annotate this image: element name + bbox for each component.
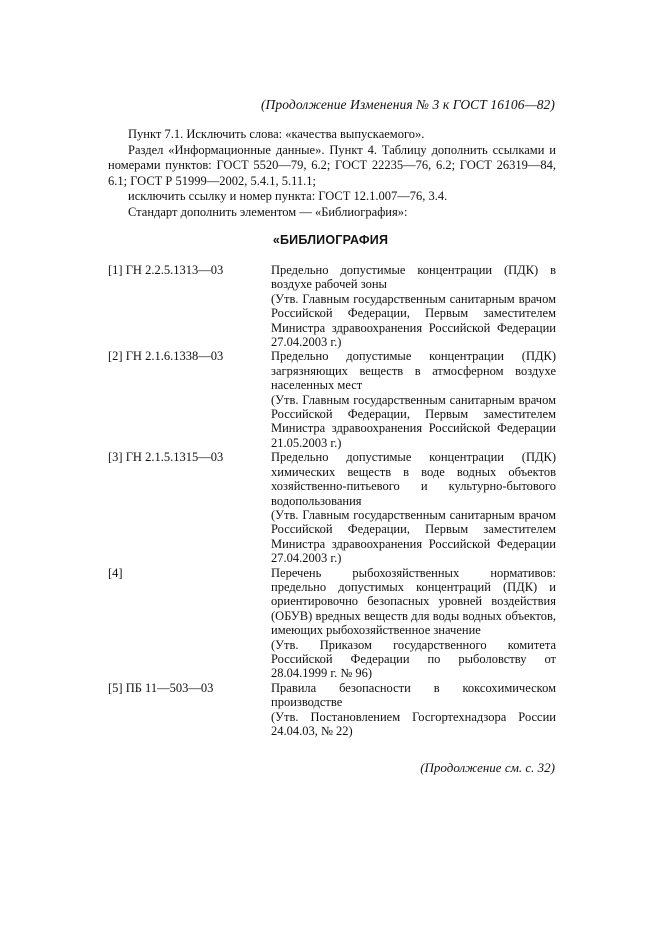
continuation-footer: (Продолжение см. с. 32) — [420, 760, 555, 775]
entry-reference: [1] ГН 2.2.5.1313—03 — [108, 263, 224, 277]
entry-note: (Утв. Главным государственным санитарным врачом Российской Федерации, Первым заместителем Министра здравоохранения Российской Федерации 27.04.2003 г.) — [271, 291, 556, 350]
bibliography-entry — [108, 566, 556, 681]
paragraph: исключить ссылку и номер пункта: ГОСТ 12.1.007—76, 3.4. — [128, 189, 448, 204]
continuation-header: (Продолжение Изменения № 3 к ГОСТ 16106—82) — [260, 97, 555, 112]
bibliography-entry — [108, 681, 556, 739]
entry-reference: [3] ГН 2.1.5.1315—03 — [108, 450, 224, 465]
entry-description — [271, 681, 556, 739]
entry-note: (Утв. Главным государственным санитарным врачом Российской Федерации, Первым заместителем Министра здравоохранения Российской Федерации 21.05.2003 г.) — [271, 392, 556, 450]
entry-note: (Утв. Приказом государственного комитета Российской Федерации по рыболовству от 28.04.1999 г. № 96) — [271, 637, 556, 681]
paragraph: Раздел «Информационные данные». Пункт 4. Таблицу дополнить ссылками и номерами пунктов: ГОСТ 5520—79, 6.2; ГОСТ 22235—76, 6.2; ГОСТ 26319—84, 6.1; ГОСТ Р 51999—2002, 5.4.1, 5.11.1; — [108, 142, 556, 188]
entry-note: (Утв. Главным государственным санитарным врачом Российской Федерации, Первым заместителем Министра здравоохранения Российской Федерации 27.04.2003 г.) — [271, 507, 556, 566]
entry-description — [271, 349, 556, 450]
entry-title: Правила безопасности в коксохимическом производстве — [271, 680, 556, 710]
entry-reference: [2] ГН 2.1.6.1338—03 — [108, 349, 224, 364]
bibliography-entry — [108, 263, 556, 349]
bibliography-list — [108, 263, 556, 738]
bibliography-title: «БИБЛИОГРАФИЯ — [272, 233, 389, 247]
entry-title: Перечень рыбохозяйственных нормативов: предельно допустимых концентраций (ПДК) и ориентировочно безопасных уровней воздействия (ОБУВ) вредных веществ для воды водных объектов, имеющих рыбохозяйственное значение — [271, 565, 556, 638]
amendment-text — [108, 127, 556, 221]
paragraph: Пункт 7.1. Исключить слова: «качества выпускаемого». — [128, 127, 425, 141]
entry-reference: [4] — [108, 565, 123, 580]
entry-title: Предельно допустимые концентрации (ПДК) химических веществ в воде водных объектов хозяйственно-питьевого и культурно-бытового водопользования — [271, 450, 556, 508]
bibliography-entry — [108, 450, 556, 565]
entry-description — [271, 450, 556, 565]
entry-note: (Утв. Постановлением Госгортехнадзора России 24.04.03, № 22) — [271, 709, 556, 738]
entry-description — [271, 263, 556, 349]
paragraph: Стандарт дополнить элементом — «Библиография»: — [128, 204, 408, 219]
bibliography-entry — [108, 349, 556, 450]
entry-title: Предельно допустимые концентрации (ПДК) в воздухе рабочей зоны — [271, 263, 556, 292]
entry-title: Предельно допустимые концентрации (ПДК) загрязняющих веществ в атмосферном воздухе населенных мест — [271, 349, 556, 393]
entry-reference: [5] ПБ 11—503—03 — [108, 680, 214, 695]
entry-description — [271, 566, 556, 681]
